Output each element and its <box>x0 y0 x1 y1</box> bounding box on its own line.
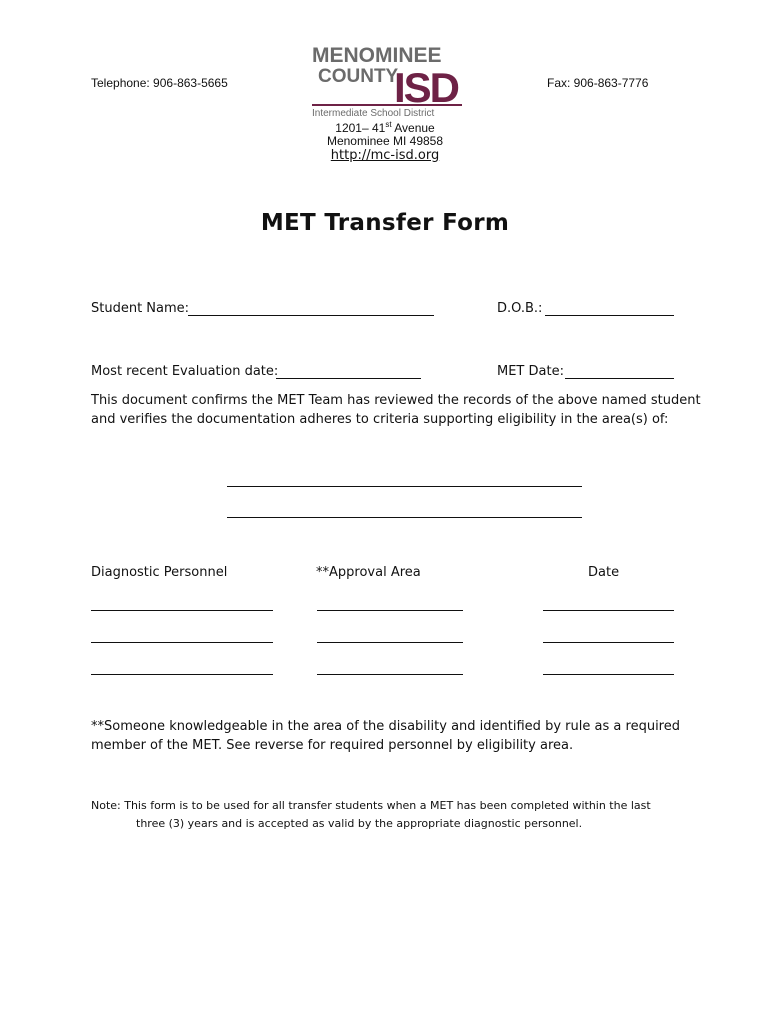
date-field-1[interactable] <box>543 610 674 611</box>
note-line1: Note: This form is to be used for all transfer students when a MET has been completed within the last <box>91 799 651 812</box>
student-name-label: Student Name: <box>91 301 190 316</box>
logo-subtitle: Intermediate School District <box>312 108 435 119</box>
confirm-line2: and verifies the documentation adheres to criteria supporting eligibility in the area(s) of: <box>91 412 669 427</box>
website-link[interactable]: http://mc-isd.org <box>330 148 440 163</box>
form-title: MET Transfer Form <box>260 210 510 236</box>
dob-field[interactable] <box>545 315 674 316</box>
telephone-text: Telephone: 906-863-5665 <box>91 76 228 90</box>
date-field-3[interactable] <box>543 674 674 675</box>
personnel-field-3[interactable] <box>91 674 273 675</box>
eligibility-area-field-1[interactable] <box>227 486 582 487</box>
eligibility-area-field-2[interactable] <box>227 517 582 518</box>
logo-line1: MENOMINEE <box>312 44 442 67</box>
logo-line2: COUNTY <box>318 66 399 87</box>
col-approval-area: **Approval Area <box>316 565 421 580</box>
eval-date-label: Most recent Evaluation date: <box>91 364 279 379</box>
personnel-field-2[interactable] <box>91 642 273 643</box>
student-name-field[interactable] <box>188 315 434 316</box>
date-field-2[interactable] <box>543 642 674 643</box>
logo-isd: ISD <box>394 64 459 111</box>
note-line2: three (3) years and is accepted as valid by the appropriate diagnostic personnel. <box>136 817 583 830</box>
district-logo <box>304 40 466 120</box>
met-date-label: MET Date: <box>497 364 564 379</box>
address-line2: Menominee MI 49858 <box>326 134 444 148</box>
approval-field-2[interactable] <box>317 642 463 643</box>
footnote-line2: member of the MET. See reverse for required personnel by eligibility area. <box>91 738 574 753</box>
footnote-line1: **Someone knowledgeable in the area of the disability and identified by rule as a required <box>91 719 680 734</box>
approval-field-3[interactable] <box>317 674 463 675</box>
eval-date-field[interactable] <box>276 378 421 379</box>
approval-field-1[interactable] <box>317 610 463 611</box>
logo-mark <box>304 40 466 120</box>
address-line1: 1201– 41st Avenue <box>335 120 435 135</box>
col-date: Date <box>588 565 620 580</box>
met-date-field[interactable] <box>565 378 674 379</box>
dob-label: D.O.B.: <box>497 301 543 316</box>
personnel-field-1[interactable] <box>91 610 273 611</box>
confirm-line1: This document confirms the MET Team has reviewed the records of the above named student <box>91 393 701 408</box>
col-diagnostic-personnel: Diagnostic Personnel <box>91 565 228 580</box>
fax-text: Fax: 906-863-7776 <box>547 76 649 90</box>
